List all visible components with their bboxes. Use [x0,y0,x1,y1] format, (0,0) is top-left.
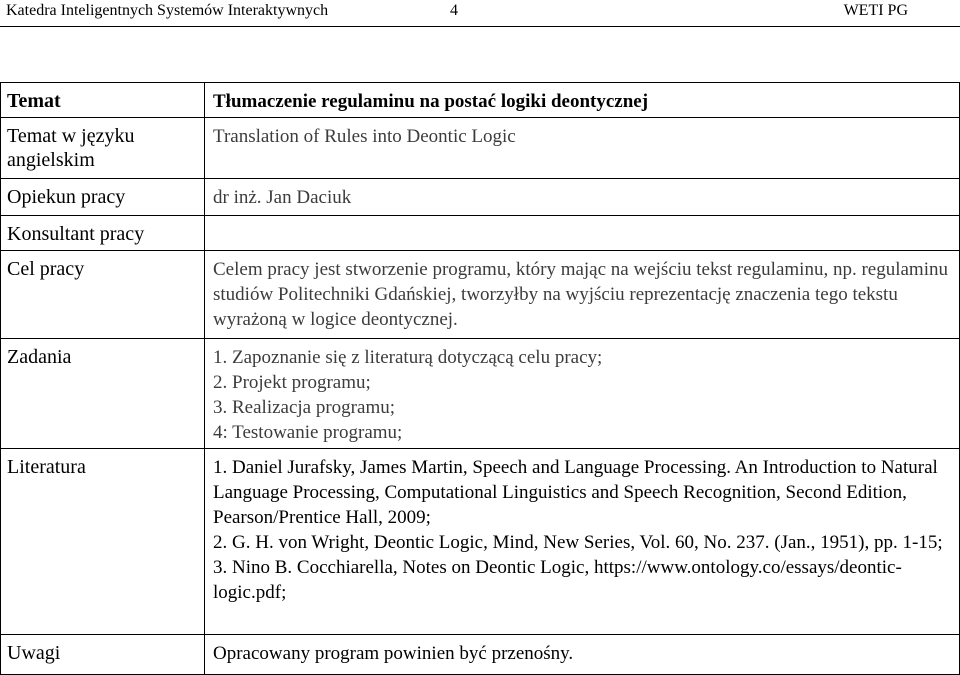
header-faculty: WETI PG [843,2,908,19]
row-temat [1,83,960,118]
reference-item: 1. Daniel Jurafsky, James Martin, Speech and Language Processing. An Introduction to Natural Language Processing, Computational Linguistics and Speech Recognition, Second Edition, Pearson/Prentice Hall, 2009; [213,457,938,528]
header-page-number: 4 [450,2,458,19]
page-header [0,0,960,27]
value-uwagi: Opracowany program powinien być przenośny. [205,635,960,675]
label-opiekun: Opiekun pracy [1,179,205,216]
value-konsultant [205,216,960,251]
thesis-topic-table [0,82,960,675]
label-literatura: Literatura [1,449,205,635]
row-literatura [1,449,960,635]
label-cel: Cel pracy [1,251,205,339]
value-temat-en: Translation of Rules into Deontic Logic [205,118,960,179]
header-department: Katedra Inteligentnych Systemów Interaktywnych [6,2,329,19]
task-item: 2. Projekt programu; [213,372,371,393]
label-temat-en: Temat w języku angielskim [1,118,205,179]
row-opiekun [1,179,960,216]
value-opiekun: dr inż. Jan Daciuk [205,179,960,216]
task-item: 1. Zapoznanie się z literaturą dotyczącą celu pracy; [213,347,603,368]
row-zadania [1,339,960,449]
value-cel: Celem pracy jest stworzenie programu, który mając na wejściu tekst regulaminu, np. regulaminu studiów Politechniki Gdańskiej, tworzyłby na wyjściu reprezentację znaczenia tego tekstu wyrażoną w logice deontycznej. [205,251,960,339]
row-uwagi [1,635,960,675]
label-zadania: Zadania [1,339,205,449]
label-temat: Temat [1,83,205,118]
value-literatura [205,449,960,635]
label-uwagi: Uwagi [1,635,205,675]
reference-item: 2. G. H. von Wright, Deontic Logic, Mind, New Series, Vol. 60, No. 237. (Jan., 1951), pp. 1-15; [213,532,943,553]
reference-item: 3. Nino B. Cocchiarella, Notes on Deontic Logic, https://www.ontology.co/essays/deontic-logic.pdf; [213,557,902,603]
row-konsultant [1,216,960,251]
row-temat-en [1,118,960,179]
task-item: 3. Realizacja programu; [213,397,396,418]
task-item: 4: Testowanie programu; [213,422,403,443]
row-cel [1,251,960,339]
topic-title: Tłumaczenie regulaminu na postać logiki deontycznej [213,91,649,112]
label-konsultant: Konsultant pracy [1,216,205,251]
value-zadania [205,339,960,449]
value-temat [205,83,960,118]
